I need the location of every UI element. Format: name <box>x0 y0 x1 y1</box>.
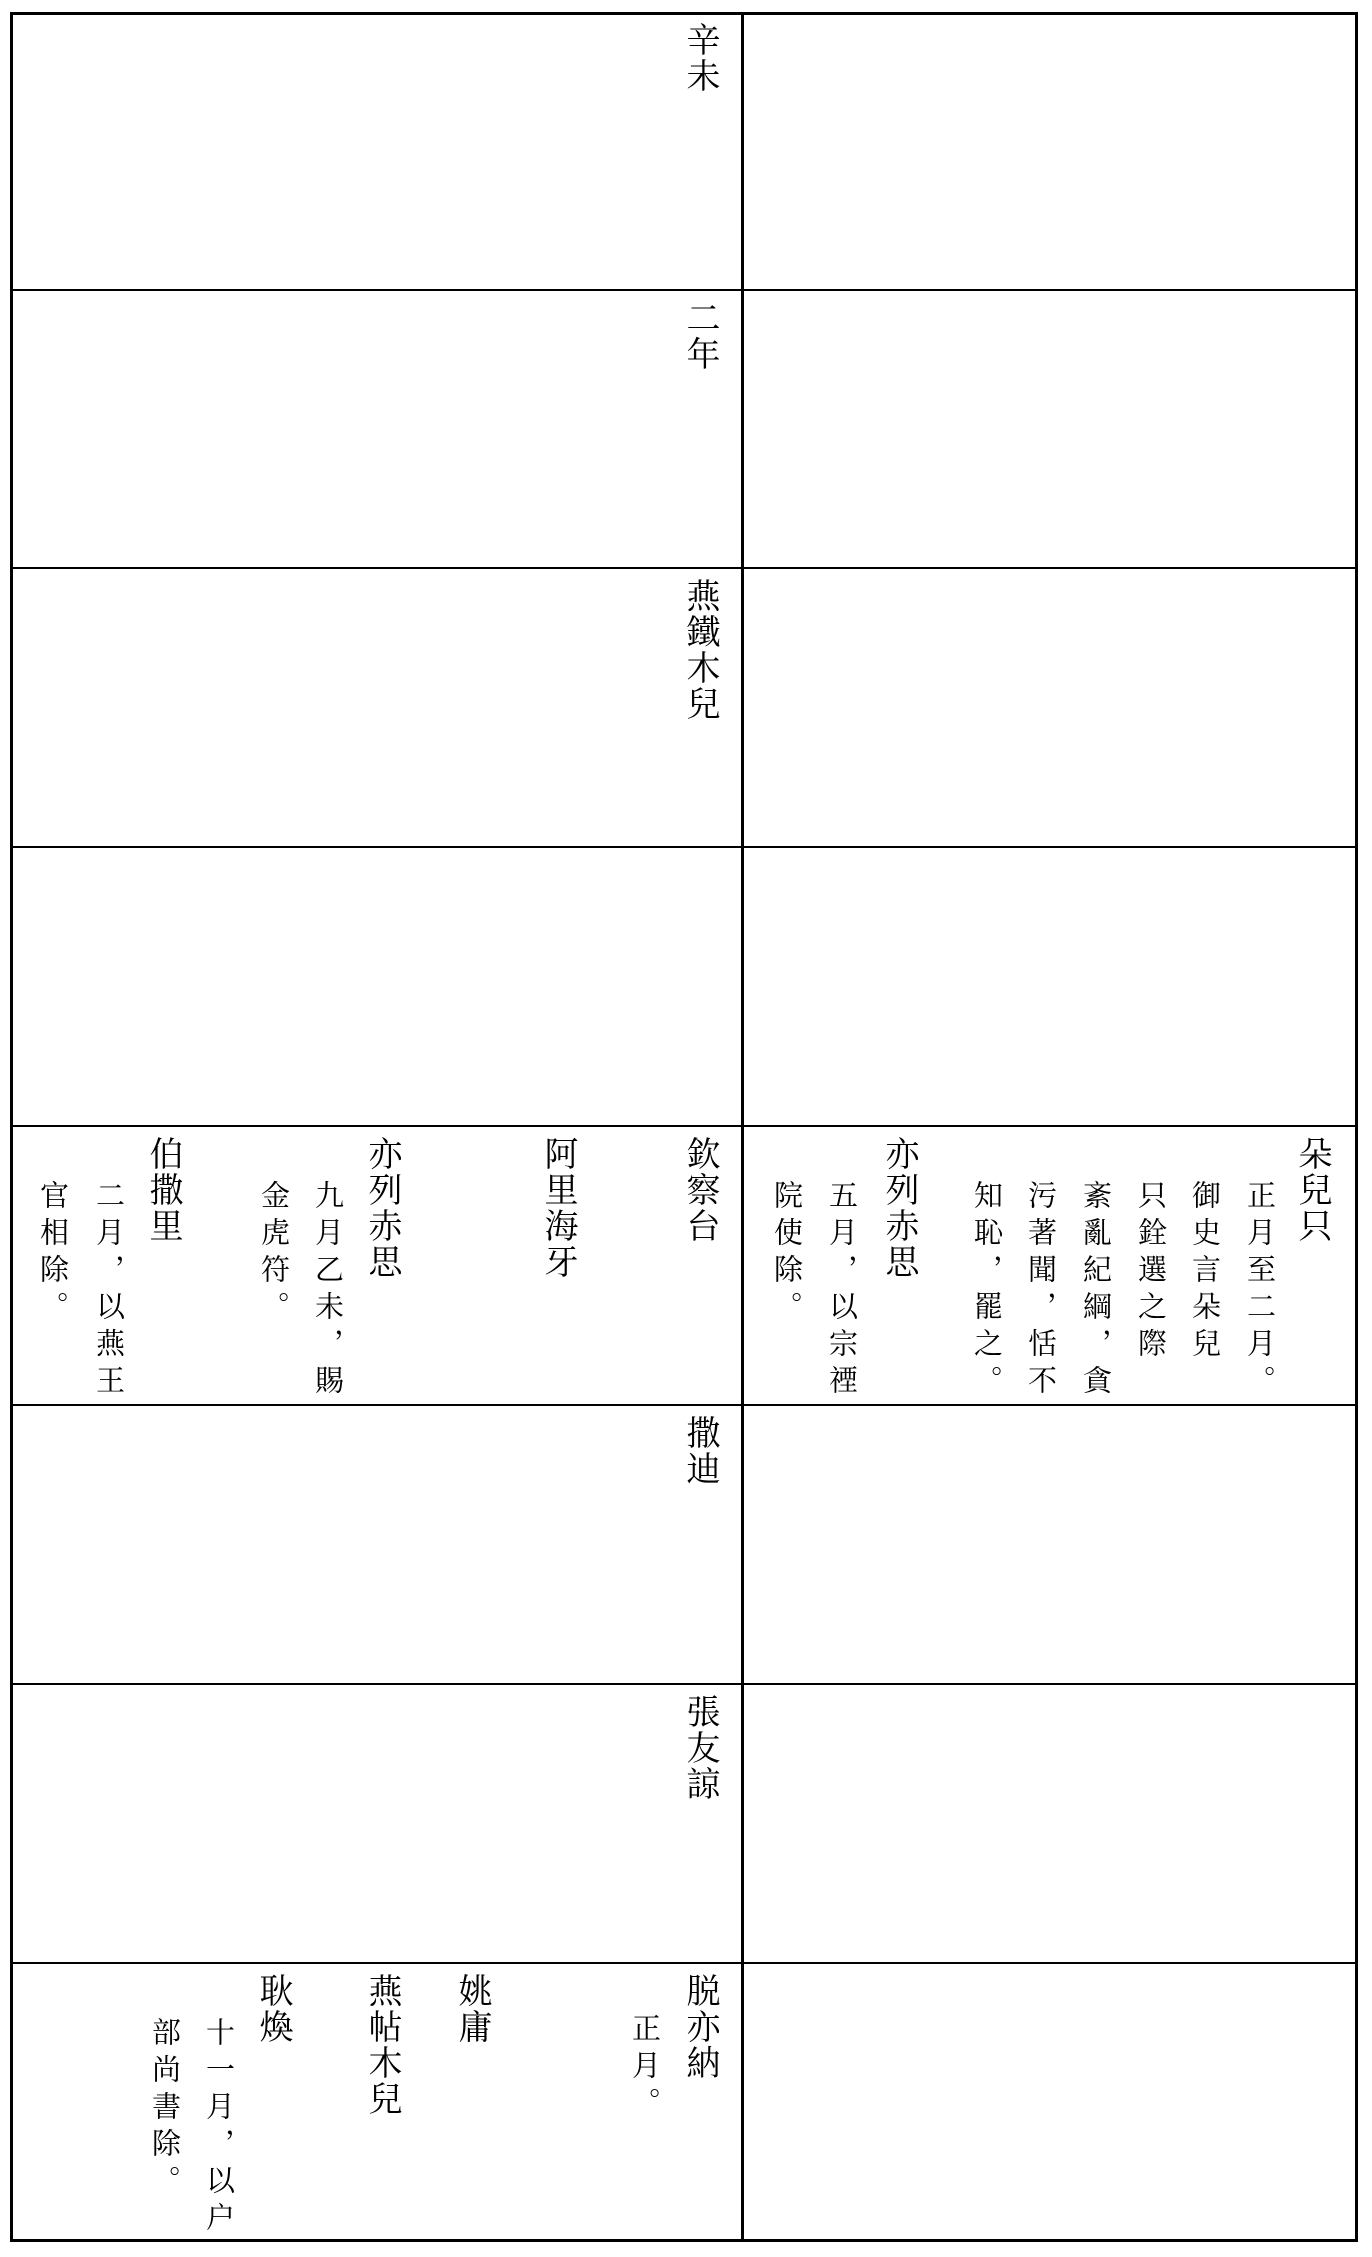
entry-name: 姚庸 <box>452 1973 492 2045</box>
entry-note: 院使除。 <box>770 1180 804 1328</box>
row-divider <box>10 1125 1358 1127</box>
entry-note: 正月至二月。 <box>1243 1180 1277 1402</box>
row-header: 辛未 <box>680 22 720 94</box>
entry-note: 十一月，以户 <box>202 2017 236 2239</box>
row-header: 張友諒 <box>680 1694 720 1802</box>
entry-name: 亦列赤思 <box>362 1136 402 1280</box>
entry-name: 燕帖木兒 <box>362 1973 402 2117</box>
entry-note: 御史言朵兒 <box>1188 1180 1222 1365</box>
row-divider <box>10 289 1358 291</box>
row-divider <box>10 1404 1358 1406</box>
row-divider <box>10 567 1358 569</box>
row-divider <box>10 1962 1358 1964</box>
column-divider <box>741 12 744 2242</box>
entry-note: 部尚書除。 <box>148 2017 182 2202</box>
entry-note: 五月，以宗禋 <box>825 1180 859 1402</box>
entry-note: 官相除。 <box>36 1180 70 1328</box>
entry-note: 九月乙未，賜 <box>311 1180 345 1402</box>
entry-note: 污著聞，恬不 <box>1024 1180 1058 1402</box>
entry-name: 伯撒里 <box>143 1136 183 1244</box>
row-header: 二年 <box>680 300 720 372</box>
entry-name: 亦列赤思 <box>879 1136 919 1280</box>
row-divider <box>10 1683 1358 1685</box>
entry-note: 二月，以燕王 <box>92 1180 126 1402</box>
entry-name: 耿煥 <box>253 1973 293 2045</box>
entry-note: 金虎符。 <box>257 1180 291 1328</box>
row-divider <box>10 846 1358 848</box>
entry-note: 只銓選之際 <box>1134 1180 1168 1365</box>
entry-note: 正月。 <box>628 2013 662 2124</box>
entry-note: 紊亂紀綱，貪 <box>1079 1180 1113 1402</box>
row-header: 脱亦納 <box>680 1973 720 2081</box>
entry-name: 阿里海牙 <box>538 1136 578 1280</box>
entry-note: 知恥，罷之。 <box>970 1180 1004 1402</box>
row-header: 欽察台 <box>680 1136 720 1244</box>
row-header: 燕鐵木兒 <box>680 578 720 722</box>
entry-name: 朵兒只 <box>1292 1136 1332 1244</box>
row-header: 撒迪 <box>680 1415 720 1487</box>
